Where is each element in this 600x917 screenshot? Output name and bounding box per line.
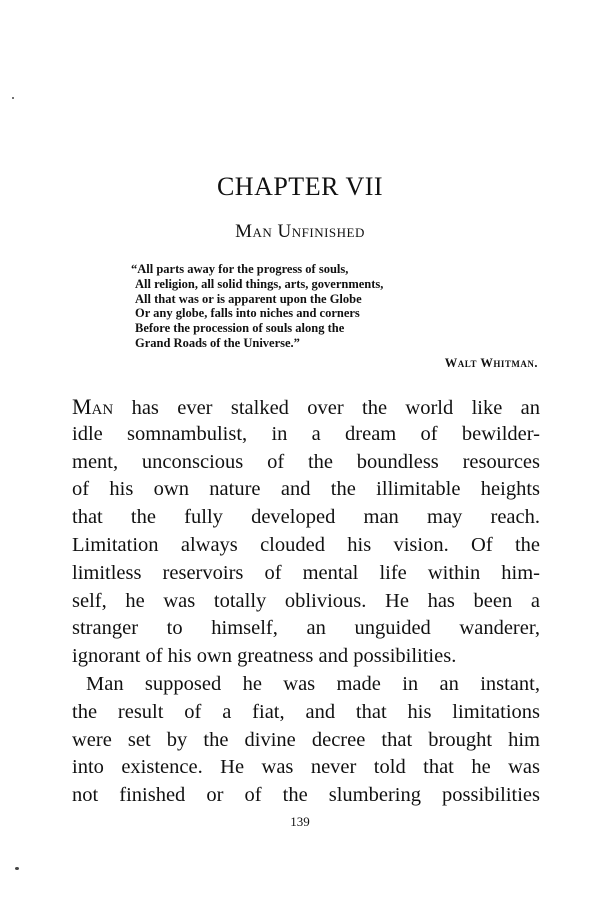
- body-line: Man supposed he was made in an instant,: [86, 672, 540, 695]
- epigraph-line: Grand Roads of the Universe.”: [135, 335, 300, 350]
- body-line: self, he was totally oblivious. He has been a: [72, 589, 540, 612]
- body-line: were set by the divine decree that brought him: [72, 728, 540, 751]
- body-line: stranger to himself, an unguided wanderer,: [72, 617, 540, 640]
- scan-speck: [12, 97, 14, 99]
- epigraph-line: Or any globe, falls into niches and corners: [135, 306, 360, 321]
- body-line: idle somnambulist, in a dream of bewilder-: [72, 422, 540, 445]
- epigraph-line: “All parts away for the progress of souls,: [131, 262, 349, 276]
- body-line: ment, unconscious of the boundless resources: [72, 450, 540, 473]
- body-line: not finished or of the slumbering possibilities: [72, 784, 540, 807]
- epigraph: [131, 262, 383, 351]
- body-line: that the fully developed man may reach.: [72, 506, 540, 529]
- body-line: [72, 393, 540, 421]
- scan-speck: [15, 867, 19, 870]
- body-line-text: has ever stalked over the world like an: [113, 397, 540, 419]
- epigraph-attribution: Walt Whitman.: [444, 356, 538, 370]
- body-text: [72, 393, 540, 810]
- chapter-title: Man Unfinished: [235, 221, 365, 242]
- body-line: ignorant of his own greatness and possibilities.: [72, 645, 457, 668]
- page-number: 139: [290, 814, 310, 829]
- epigraph-line: Before the procession of souls along the: [135, 321, 345, 336]
- body-line: limitless reservoirs of mental life within him-: [72, 561, 540, 584]
- epigraph-line: All religion, all solid things, arts, governments,: [135, 276, 384, 291]
- epigraph-line: All that was or is apparent upon the Globe: [135, 291, 362, 306]
- chapter-heading: CHAPTER VII: [216, 172, 384, 201]
- body-line: of his own nature and the illimitable heights: [72, 478, 540, 501]
- body-line: into existence. He was never told that he was: [72, 756, 540, 779]
- body-line: the result of a fiat, and that his limitations: [72, 700, 540, 723]
- body-line: Limitation always clouded his vision. Of the: [72, 533, 540, 556]
- drop-word: Man: [72, 394, 114, 419]
